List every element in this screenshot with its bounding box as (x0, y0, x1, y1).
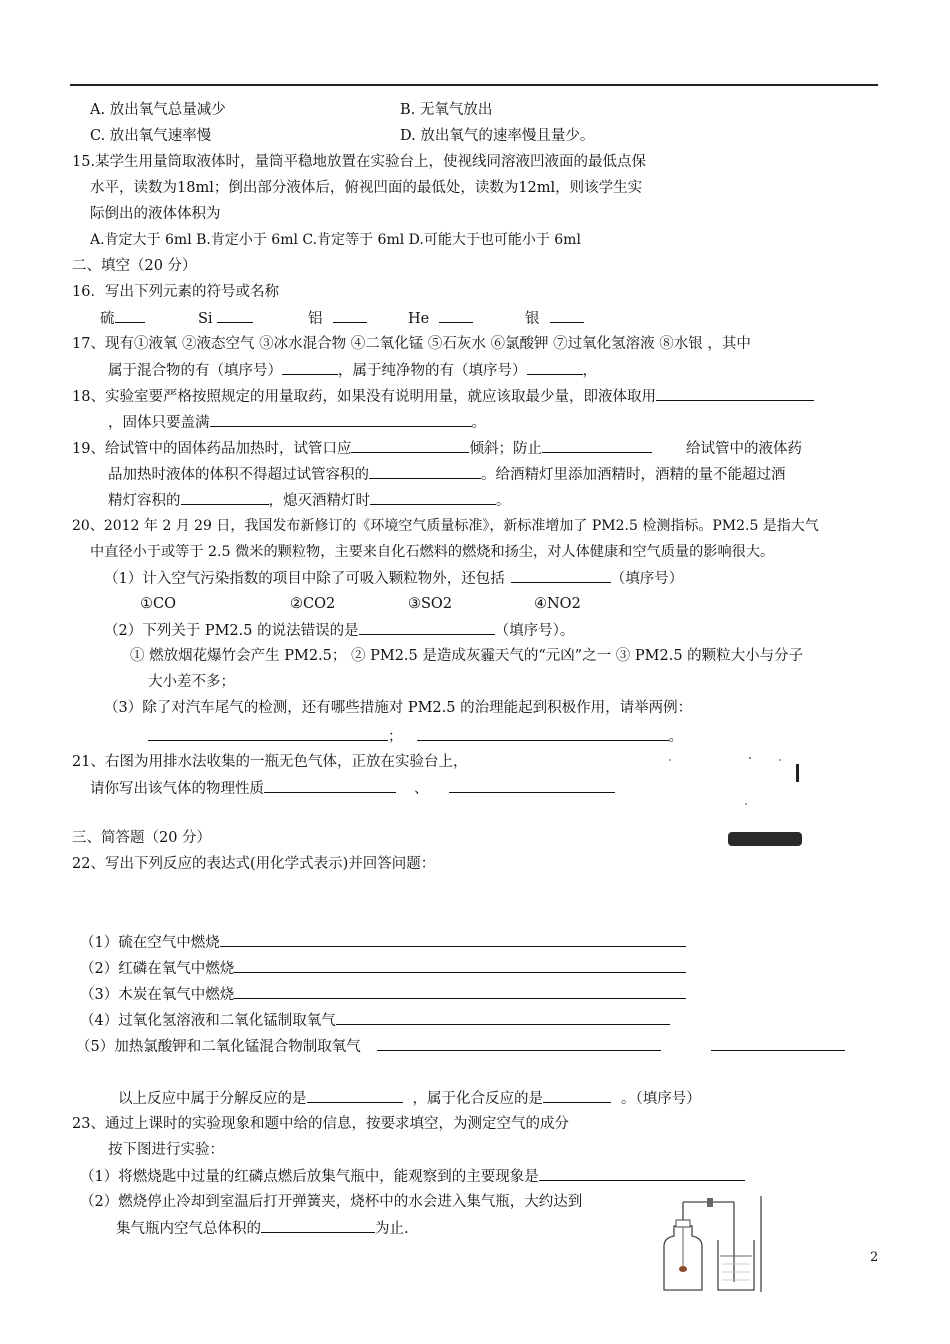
q22-item-4 (80, 1010, 670, 1031)
red-phosphorus (679, 1266, 687, 1272)
q19-text-g: ，熄灭酒精灯时 (268, 493, 370, 509)
q22-title: 22、写出下列反应的表达式(用化学式表示)并回答问题： (72, 856, 436, 872)
solid-amount-blank[interactable] (210, 412, 472, 427)
q23-sub2-line1: （2）燃烧停止冷却到室温后打开弹簧夹，烧杯中的水会进入集气瓶，大约达到 (80, 1194, 583, 1210)
q22-summary-b: ，属于化合反应的是 (412, 1091, 543, 1107)
q20-option-so2: ③SO2 (408, 596, 453, 612)
answer-blank[interactable] (217, 308, 253, 323)
speckle (749, 757, 751, 759)
q19-period: 。 (496, 493, 511, 509)
prevent-blank[interactable] (542, 438, 652, 453)
combination-blank[interactable] (543, 1088, 611, 1103)
tilt-blank[interactable] (351, 438, 469, 453)
q15-line2: 水平，读数为18ml；倒出部分液体后，俯视凹面的最低处，读数为12ml，则该学生实 (90, 180, 643, 196)
q17-mixture-label: 属于混合物的有（填序号） (108, 363, 282, 379)
measure-blank-1[interactable] (148, 726, 388, 741)
q20-option-no2: ④NO2 (534, 596, 581, 612)
decomposition-blank[interactable] (307, 1088, 403, 1103)
q17-pure-label: ，属于纯净物的有（填序号） (338, 363, 527, 379)
bottle-base-mark (728, 832, 802, 846)
q16-item-label: 硫 (100, 311, 115, 327)
q21-sep: 、 (414, 781, 429, 797)
q20-sub1 (104, 568, 683, 589)
extinguish-blank[interactable] (370, 490, 496, 505)
apparatus-figure (652, 1192, 770, 1296)
q19-text-f: 精灯容积的 (108, 493, 181, 509)
q20-sub2 (104, 620, 574, 641)
q23-sub2-end: 为止. (375, 1221, 409, 1237)
q21-line2 (90, 778, 615, 799)
beaker (718, 1240, 754, 1290)
pm25-error-blank[interactable] (359, 620, 495, 635)
q22-summary-c: 。（填序号） (621, 1091, 701, 1107)
q22-summary (118, 1088, 701, 1109)
q20-sub3: （3）除了对汽车尾气的检测，还有哪些措施对 PM2.5 的治理能起到积极作用，请举两例： (104, 700, 693, 716)
bottle-edge-mark (796, 764, 799, 782)
option-b: B. 无氧气放出 (400, 102, 493, 118)
pollutant-blank[interactable] (511, 568, 611, 583)
q20-sub2-text: （2）下列关于 PM2.5 的说法错误的是 (104, 623, 359, 639)
q20-sub3-end: 。 (668, 729, 683, 745)
q22-item-label: （3）木炭在氧气中燃烧 (80, 987, 235, 1003)
q16-item-label: He (408, 311, 430, 327)
property-blank-1[interactable] (264, 778, 396, 793)
q18-text: 18、实验室要严格按照规定的用量取药，如果没有说明用量，就应该取最少量，即液体取用 (72, 389, 656, 405)
q20-sub1-tail: （填序号） (610, 571, 684, 587)
liquid-amount-blank[interactable] (656, 386, 814, 401)
q22-item-1 (80, 932, 686, 953)
q22-item-label: （2）红磷在氧气中燃烧 (80, 961, 235, 977)
q21-line1: 21、右图为用排水法收集的一瓶无色气体，正放在实验台上， (72, 754, 468, 770)
q20-sub2-statements-cont: 大小差不多； (148, 674, 235, 690)
q16-title: 16．写出下列元素的符号或名称 (72, 284, 279, 300)
q16-item-label: Si (198, 311, 213, 327)
q22-item-3 (80, 984, 686, 1005)
q17-comma: ， (582, 363, 597, 379)
q23-sub2-line2 (116, 1218, 409, 1239)
q20-option-co: ①CO (140, 596, 176, 612)
equation-blank[interactable] (234, 958, 686, 973)
bottle-stopper (676, 1220, 690, 1227)
volume-blank[interactable] (369, 464, 481, 479)
q17-line2 (108, 360, 597, 381)
q22-item-2 (80, 958, 686, 979)
q23-sub2-text: 集气瓶内空气总体积的 (116, 1221, 261, 1237)
option-c: C. 放出氧气速率慢 (90, 128, 212, 144)
q21-text: 请你写出该气体的物理性质 (90, 781, 264, 797)
q20-sub1-text: （1）计入空气污染指数的项目中除了可吸入颗粒物外，还包括 (104, 571, 505, 587)
equation-blank[interactable] (336, 1010, 670, 1025)
pure-answer-blank[interactable] (527, 360, 583, 375)
q20-sub2-statements: ① 燃放烟花爆竹会产生 PM2.5； ② PM2.5 是造成灰霾天气的“元凶”之一 ③ PM2.5 的颗粒大小与分子 (130, 648, 804, 664)
property-blank-2[interactable] (449, 778, 615, 793)
q17-line1: 17、现有①液氧 ②液态空气 ③冰水混合物 ④二氧化锰 ⑤石灰水 ⑥氯酸钾 ⑦过氧化氢溶液 ⑧水银 ，其中 (72, 336, 751, 352)
q19-line1 (72, 438, 802, 459)
section-2-title: 二、填空（20 分） (72, 258, 197, 274)
q23-line1: 23、通过上课时的实验现象和题中给的信息，按要求填空，为测定空气的成分 (72, 1116, 569, 1132)
q19-line3 (108, 490, 511, 511)
q22-item-5 (76, 1036, 845, 1057)
answer-blank[interactable] (115, 308, 145, 323)
answer-blank[interactable] (550, 308, 584, 323)
section-3-title: 三、简答题（20 分） (72, 830, 212, 846)
gas-bottle-figure (660, 750, 810, 850)
q16-item-si (198, 308, 253, 329)
q19-text-a: 19、给试管中的固体药品加热时，试管口应 (72, 441, 352, 457)
q15-line3: 际倒出的液体体积为 (90, 206, 221, 222)
equation-blank[interactable] (234, 984, 686, 999)
q19-text-c: 给试管中的液体药 (685, 441, 802, 457)
lamp-capacity-blank[interactable] (181, 490, 269, 505)
fraction-blank[interactable] (261, 1218, 375, 1233)
q19-line2 (108, 464, 786, 485)
equation-blank[interactable] (220, 932, 686, 947)
q16-item-aluminum (308, 308, 367, 329)
phenomenon-blank[interactable] (539, 1166, 745, 1181)
q20-line1: 20、2012 年 2 月 29 日，我国发布新修订的《环境空气质量标准》，新标准增加了 PM2.5 检测指标。PM2.5 是指大气 (72, 518, 819, 534)
q15-options: A.肯定大于 6ml B.肯定小于 6ml C.肯定等于 6ml D.可能大于也可能小于 6ml (90, 232, 581, 248)
q23-line2: 按下图进行实验： (108, 1142, 224, 1158)
option-a: A. 放出氧气总量减少 (90, 102, 226, 118)
q18-period: 。 (471, 415, 486, 431)
q20-sub3-answers (148, 726, 683, 747)
measure-blank-2[interactable] (417, 726, 669, 741)
q16-item-label: 银 (525, 311, 540, 327)
speckle (669, 759, 671, 761)
header-rule (70, 84, 878, 86)
q22-item-label: （4）过氧化氢溶液和二氧化锰制取氧气 (80, 1013, 336, 1029)
speckle (779, 759, 781, 761)
q22-summary-a: 以上反应中属于分解反应的是 (118, 1091, 307, 1107)
page-number: 2 (870, 1250, 879, 1265)
answer-blank[interactable] (439, 308, 473, 323)
q20-line2: 中直径小于或等于 2.5 微米的颗粒物，主要来自化石燃料的燃烧和扬尘，对人体健康和空气质量的影响很大。 (90, 544, 775, 560)
q23-sub1-text: （1）将燃烧匙中过量的红磷点燃后放集气瓶中，能观察到的主要现象是 (80, 1169, 539, 1185)
q22-item-label: （5）加热氯酸钾和二氧化锰混合物制取氧气 (76, 1039, 361, 1055)
q23-sub1 (80, 1166, 745, 1187)
q19-text-d: 品加热时液体的体积不得超过试管容积的 (108, 467, 369, 483)
q16-item-silver (525, 308, 584, 329)
equation-blank[interactable] (377, 1036, 661, 1051)
q16-item-label: 铝 (308, 311, 323, 327)
q19-text-e: 。给酒精灯里添加酒精时，酒精的量不能超过酒 (481, 467, 786, 483)
q18-line1 (72, 386, 814, 407)
q20-sub3-sep: ； (388, 729, 403, 745)
equation-blank-extra[interactable] (711, 1036, 845, 1051)
q20-option-co2: ②CO2 (290, 596, 336, 612)
q16-item-sulfur (100, 308, 145, 329)
q20-sub2-tail: （填序号）。 (494, 623, 575, 639)
q19-text-b: 倾斜；防止 (469, 441, 542, 457)
q16-item-he (408, 308, 473, 329)
q18-solid-label: ，固体只要盖满 (108, 415, 210, 431)
spring-clip (707, 1198, 713, 1207)
answer-blank[interactable] (333, 308, 367, 323)
q18-line2 (108, 412, 486, 433)
mixture-answer-blank[interactable] (282, 360, 338, 375)
option-d: D. 放出氧气的速率慢且量少。 (400, 128, 595, 144)
q15-line1: 15.某学生用量筒取液体时，量筒平稳地放置在实验台上，使视线同溶液凹液面的最低点保 (72, 154, 647, 170)
q22-item-label: （1）硫在空气中燃烧 (80, 935, 220, 951)
speckle (745, 803, 747, 805)
